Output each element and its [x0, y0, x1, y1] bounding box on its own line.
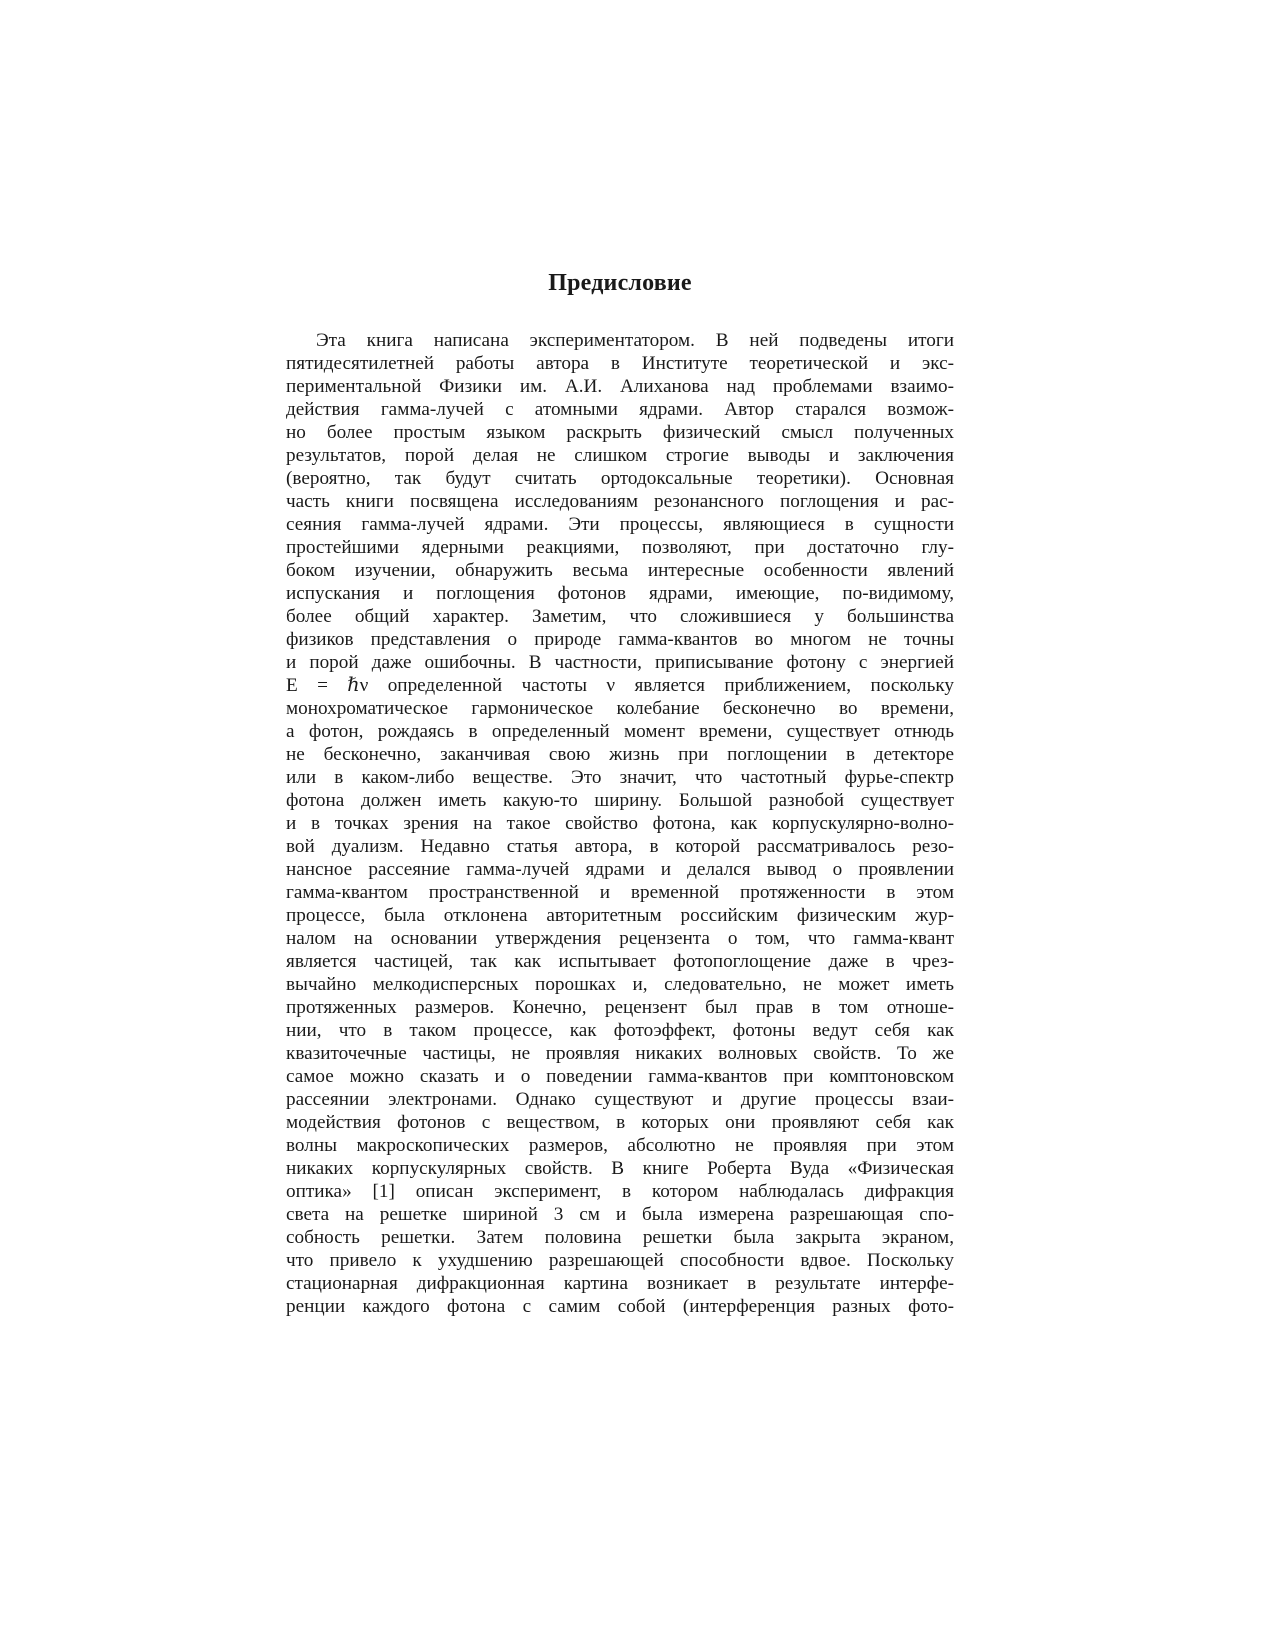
- text-line: процессе, была отклонена авторитетным российским физическим жур-: [286, 905, 954, 926]
- text-line: самое можно сказать и о поведении гамма-квантов при комптоновском: [286, 1066, 954, 1087]
- text-line: сеяния гамма-лучей ядрами. Эти процессы, являющиеся в сущности: [286, 514, 954, 535]
- text-line: налом на основании утверждения рецензента о том, что гамма-квант: [286, 928, 954, 949]
- text-line: оптика» [1] описан эксперимент, в котором наблюдалась дифракция: [286, 1181, 954, 1202]
- text-line: квазиточечные частицы, не проявляя никаких волновых свойств. То же: [286, 1043, 954, 1064]
- text-line: никаких корпускулярных свойств. В книге Роберта Вуда «Физическая: [286, 1158, 954, 1179]
- text-line: более общий характер. Заметим, что сложившиеся у большинства: [286, 606, 954, 627]
- text-line: фотона должен иметь какую-то ширину. Большой разнобой существует: [286, 790, 954, 811]
- text-line: вычайно мелкодисперсных порошках и, следовательно, не может иметь: [286, 974, 954, 995]
- text-line: периментальной Физики им. А.И. Алиханова над проблемами взаимо-: [286, 376, 954, 397]
- text-line: и порой даже ошибочны. В частности, приписывание фотону с энергией: [286, 652, 954, 673]
- text-line: не бесконечно, заканчивая свою жизнь при поглощении в детекторе: [286, 744, 954, 765]
- text-line: а фотон, рождаясь в определенный момент времени, существует отнюдь: [286, 721, 954, 742]
- text-line: протяженных размеров. Конечно, рецензент был прав в том отноше-: [286, 997, 954, 1018]
- text-line: гамма-квантом пространственной и временной протяженности в этом: [286, 882, 954, 903]
- text-line: пятидесятилетней работы автора в Институте теоретической и экс-: [286, 353, 954, 374]
- text-line: часть книги посвящена исследованиям резонансного поглощения и рас-: [286, 491, 954, 512]
- text-line: Эта книга написана экспериментатором. В ней подведены итоги: [316, 330, 954, 351]
- text-line: монохроматическое гармоническое колебание бесконечно во времени,: [286, 698, 954, 719]
- text-line: действия гамма-лучей с атомными ядрами. Автор старался возмож-: [286, 399, 954, 420]
- body-text: [286, 329, 954, 1318]
- text-line: что привело к ухудшению разрешающей способности вдвое. Поскольку: [286, 1250, 954, 1271]
- page-title: Предисловие: [548, 270, 692, 296]
- text-line: боком изучении, обнаружить весьма интересные особенности явлений: [286, 560, 954, 581]
- text-line: стационарная дифракционная картина возникает в результате интерфе-: [286, 1273, 954, 1294]
- text-line: но более простым языком раскрыть физический смысл полученных: [286, 422, 954, 443]
- text-line: физиков представления о природе гамма-квантов во многом не точны: [286, 629, 954, 650]
- text-line: является частицей, так как испытывает фотопоглощение даже в чрез-: [286, 951, 954, 972]
- text-line: вой дуализм. Недавно статья автора, в которой рассматривалось резо-: [286, 836, 954, 857]
- text-line: нии, что в таком процессе, как фотоэффект, фотоны ведут себя как: [286, 1020, 954, 1041]
- text-line: света на решетке шириной 3 см и была измерена разрешающая спо-: [286, 1204, 954, 1225]
- text-line: простейшими ядерными реакциями, позволяют, при достаточно глу-: [286, 537, 954, 558]
- text-line: или в каком-либо веществе. Это значит, что частотный фурье-спектр: [286, 767, 954, 788]
- text-line: E = ℏν определенной частоты ν является приближением, поскольку: [286, 675, 954, 696]
- text-line: (вероятно, так будут считать ортодоксальные теоретики). Основная: [286, 468, 954, 489]
- text-line: испускания и поглощения фотонов ядрами, имеющие, по-видимому,: [286, 583, 954, 604]
- text-line: ренции каждого фотона с самим собой (интерференция разных фото-: [286, 1296, 954, 1317]
- text-line: волны макроскопических размеров, абсолютно не проявляя при этом: [286, 1135, 954, 1156]
- text-line: модействия фотонов с веществом, в которых они проявляют себя как: [286, 1112, 954, 1133]
- text-line: рассеянии электронами. Однако существуют и другие процессы взаи-: [286, 1089, 954, 1110]
- text-line: результатов, порой делая не слишком строгие выводы и заключения: [286, 445, 954, 466]
- text-line: и в точках зрения на такое свойство фотона, как корпускулярно-волно-: [286, 813, 954, 834]
- text-line: нансное рассеяние гамма-лучей ядрами и делался вывод о проявлении: [286, 859, 954, 880]
- text-line: собность решетки. Затем половина решетки была закрыта экраном,: [286, 1227, 954, 1248]
